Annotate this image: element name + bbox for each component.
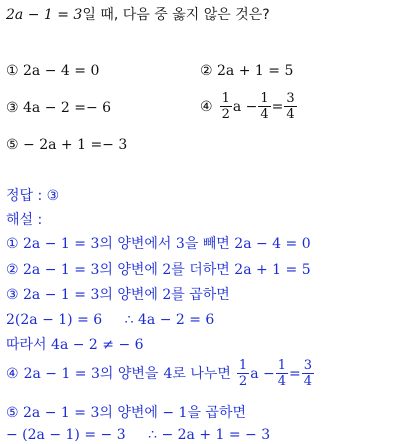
step-result: 4a − 2 = 6	[138, 312, 215, 328]
step-number: ③	[6, 287, 19, 303]
choice-number: ①	[6, 63, 19, 79]
step-value: 3	[175, 236, 185, 252]
fraction	[284, 91, 296, 122]
step-equation: 2a − 1 = 3	[23, 262, 100, 278]
explanation-line-1	[6, 235, 311, 253]
choice-number: ③	[6, 100, 19, 116]
step-equation: 2a − 1 = 3	[23, 287, 100, 303]
step-expression: a −	[250, 365, 275, 382]
step-text: 로 나누면	[172, 365, 231, 382]
fraction	[276, 358, 288, 389]
explanation-line-6	[6, 358, 315, 389]
step-number: ④	[6, 365, 19, 382]
step-number: ⑤	[6, 405, 19, 421]
therefore-symbol: ∴	[148, 427, 157, 443]
choice-expression: a −	[232, 98, 258, 115]
denominator: 4	[277, 374, 287, 389]
denominator: 4	[303, 374, 313, 389]
fraction	[237, 358, 249, 389]
choice-2[interactable]	[200, 62, 293, 80]
numerator: 1	[221, 91, 230, 106]
denominator: 4	[260, 107, 269, 122]
question-equation: 2a − 1 = 3	[6, 7, 83, 23]
step-text: 의 양변을	[99, 365, 159, 382]
fraction	[258, 91, 270, 122]
choice-5[interactable]	[6, 136, 127, 154]
explanation-line-8	[6, 426, 270, 444]
numerator: 1	[277, 358, 287, 373]
step-text: 을 곱하면	[187, 405, 246, 421]
choice-number: ④	[200, 98, 213, 115]
choice-3[interactable]	[6, 99, 111, 117]
step-value: − 1	[162, 405, 188, 421]
numerator: 3	[303, 358, 313, 373]
explanation-line-2	[6, 261, 311, 279]
step-value: 2	[162, 262, 172, 278]
explanation-line-7	[6, 404, 246, 422]
choice-expression: 2a − 4 = 0	[23, 63, 100, 79]
step-text: 를 곱하면	[171, 287, 230, 303]
answer	[6, 187, 59, 205]
step-result: 2a + 1 = 5	[234, 262, 311, 278]
step-result: 4a − 2 ≠ − 6	[51, 337, 144, 353]
fraction	[220, 91, 232, 122]
step-equation: 2a − 1 = 3	[23, 405, 100, 421]
step-text: 을 빼면	[184, 236, 230, 252]
choice-expression: 4a − 2 =− 6	[23, 100, 112, 116]
step-equation: 2a − 1 = 3	[23, 236, 100, 252]
step-result: 2a − 4 = 0	[234, 236, 311, 252]
fraction	[302, 358, 314, 389]
step-equation: − (2a − 1) = − 3	[6, 427, 126, 443]
denominator: 4	[286, 107, 295, 122]
step-text: 를 더하면	[171, 262, 230, 278]
step-text: 의 양변에	[99, 262, 158, 278]
answer-value: ③	[46, 188, 60, 204]
choice-expression: 2a + 1 = 5	[217, 63, 294, 79]
step-value: 4	[163, 365, 173, 382]
answer-label: 정답 :	[6, 188, 43, 204]
step-text: 의 양변에	[99, 405, 158, 421]
denominator: 2	[238, 374, 248, 389]
numerator: 1	[238, 358, 248, 373]
step-number: ②	[6, 262, 19, 278]
step-value: 2	[162, 287, 172, 303]
step-number: ①	[6, 236, 19, 252]
explanation-line-4	[6, 311, 214, 329]
choice-number: ②	[200, 63, 213, 79]
denominator: 2	[221, 107, 230, 122]
step-equation: 2(2a − 1) = 6	[6, 312, 103, 328]
step-text: 의 양변에서	[99, 236, 172, 252]
step-equation: 2a − 1 = 3	[23, 365, 100, 382]
equals-sign: =	[271, 98, 284, 115]
step-result: − 2a + 1 = − 3	[161, 427, 271, 443]
equals-sign: =	[289, 365, 301, 382]
step-text: 따라서	[6, 337, 47, 353]
choice-number: ⑤	[6, 137, 19, 153]
choice-1[interactable]	[6, 62, 99, 80]
numerator: 1	[260, 91, 269, 106]
choice-4[interactable]	[200, 91, 298, 122]
step-text: 의 양변에	[99, 287, 158, 303]
choice-expression: − 2a + 1 =− 3	[23, 137, 128, 153]
therefore-symbol: ∴	[124, 312, 134, 328]
explanation-line-3	[6, 286, 230, 304]
explanation-label: 해설 :	[6, 212, 43, 228]
explanation-line-5	[6, 336, 144, 354]
numerator: 3	[286, 91, 295, 106]
question-text: 일 때, 다음 중 옳지 않은 것은?	[82, 7, 270, 23]
question	[6, 6, 270, 24]
